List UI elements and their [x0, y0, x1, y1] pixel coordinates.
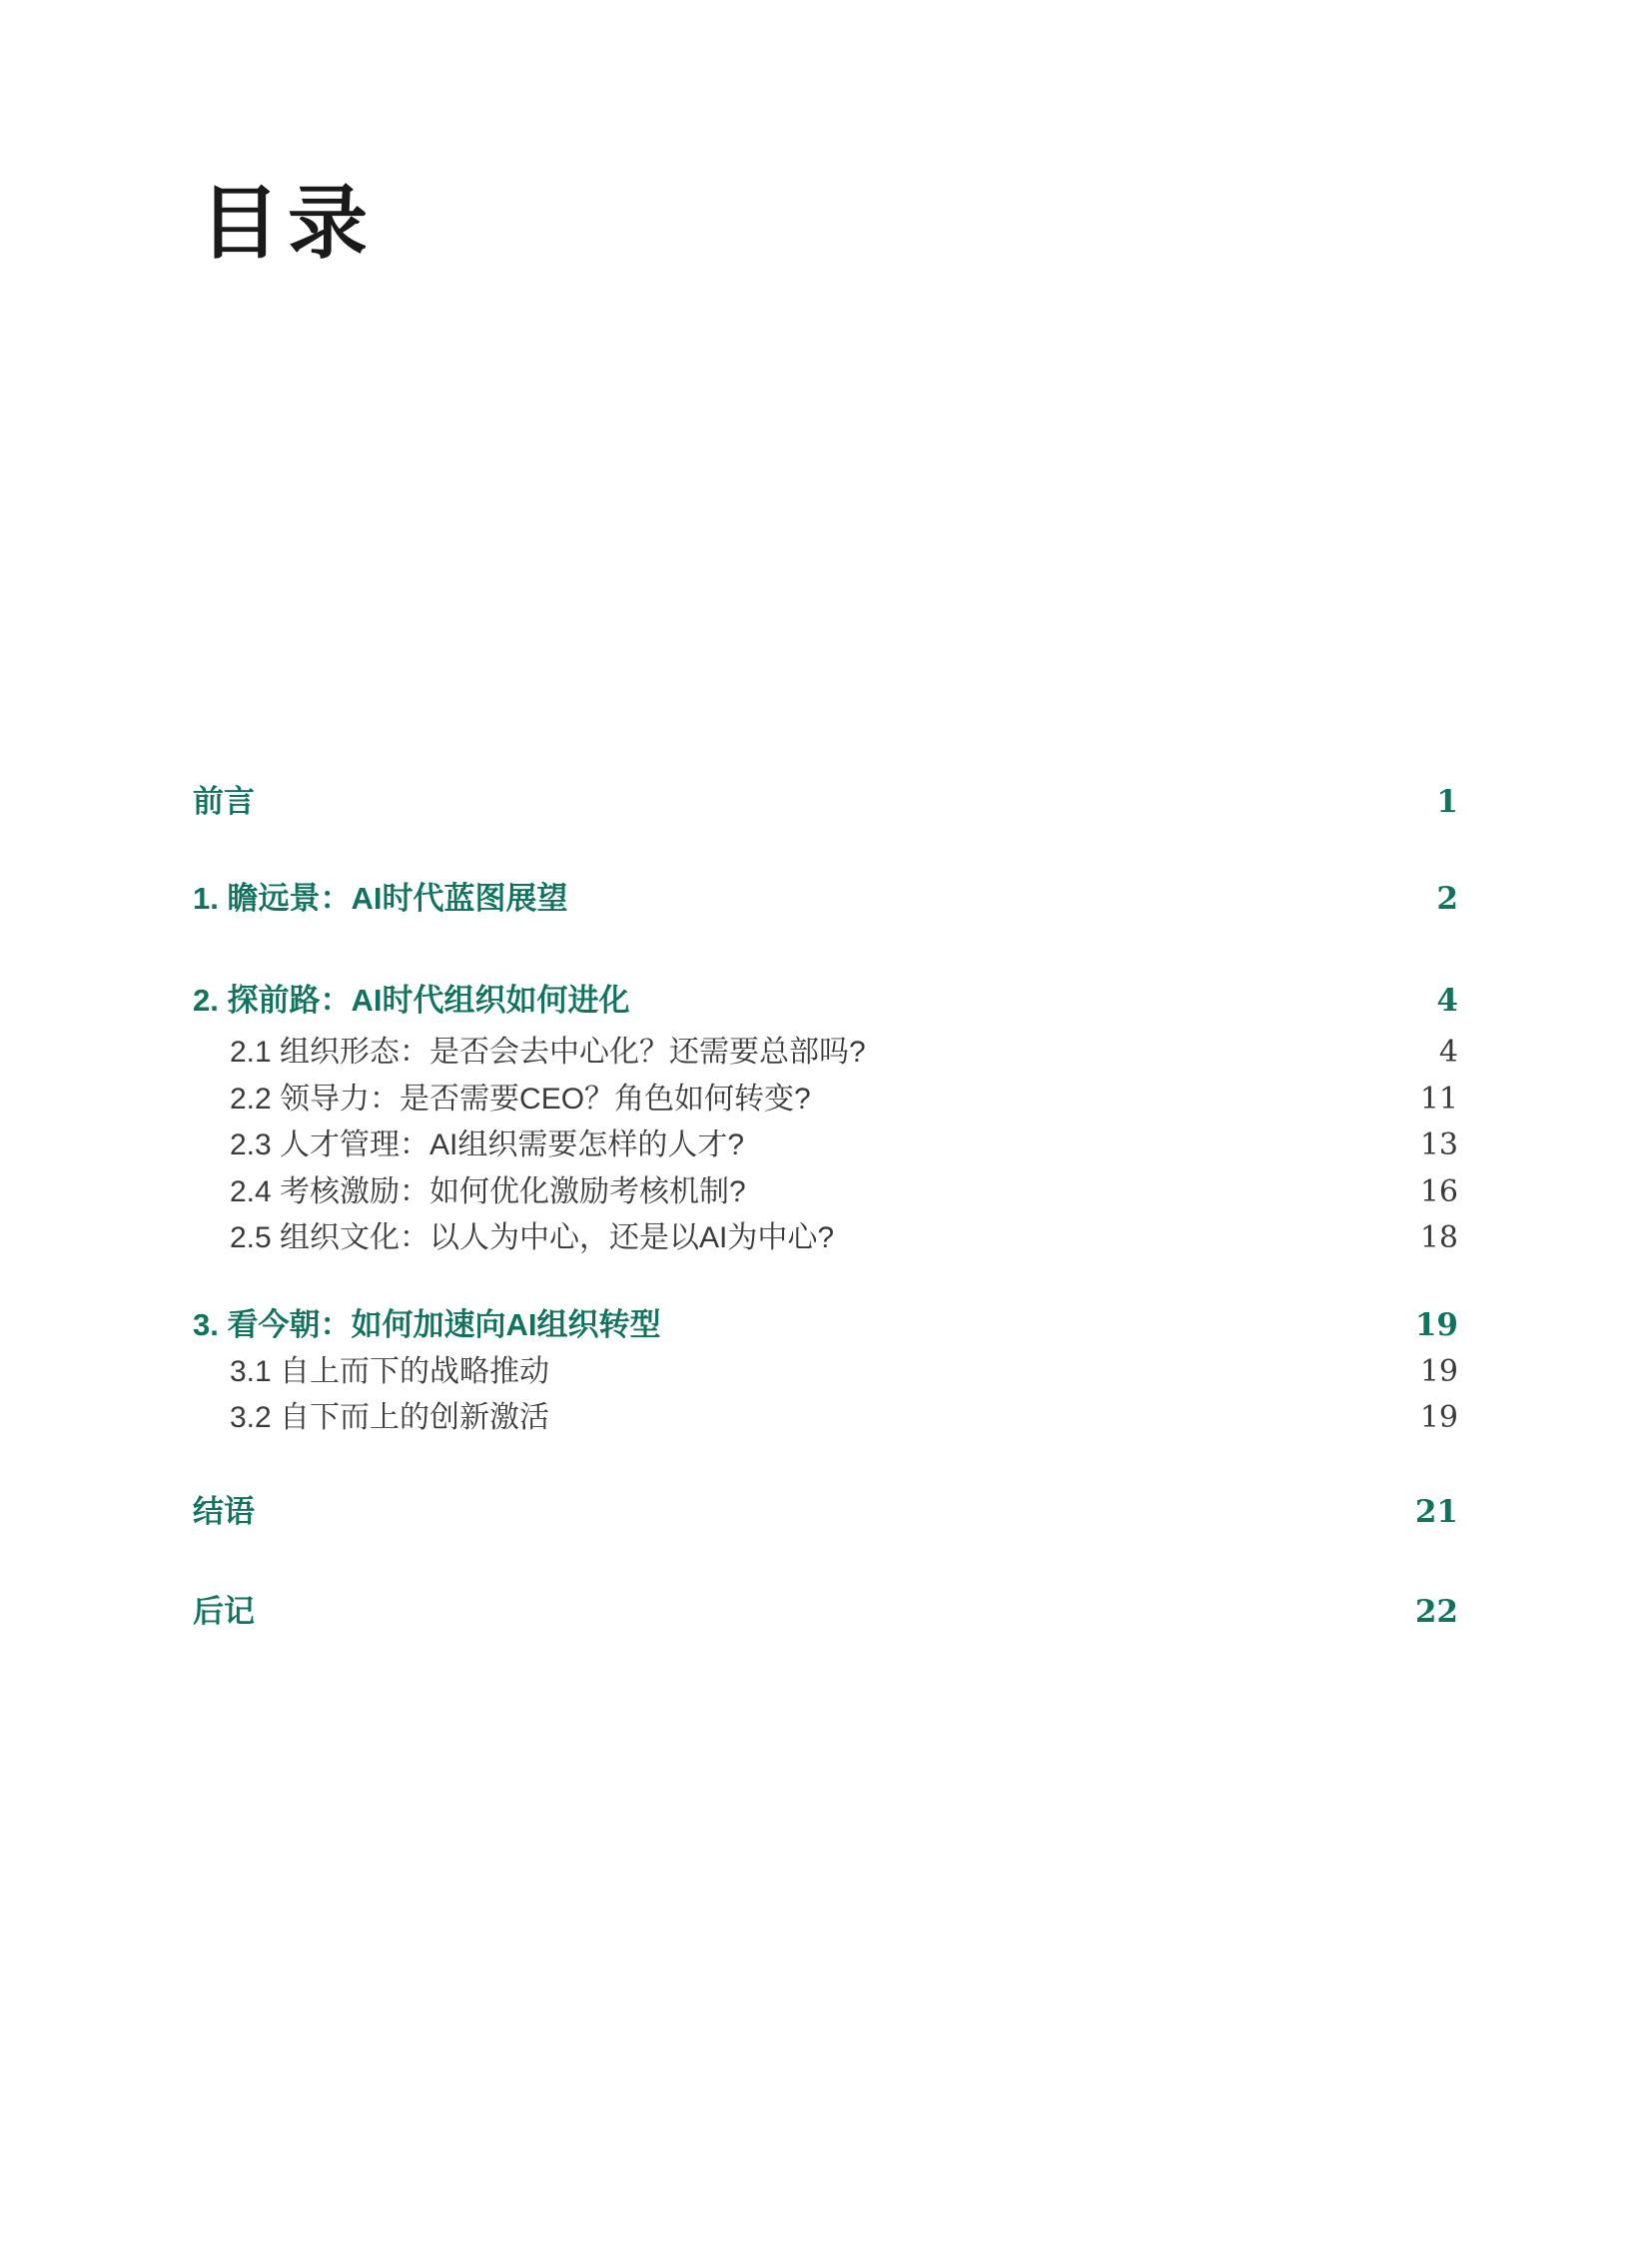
toc-entry[interactable] — [193, 785, 1458, 819]
toc-entry-page: 11 — [1419, 1082, 1458, 1117]
toc-entry[interactable] — [193, 984, 1458, 1018]
toc-entry[interactable] — [193, 882, 1458, 916]
toc-entry-label: 2.1 组织形态：是否会去中心化？还需要总部吗? — [230, 1036, 866, 1069]
toc-entry[interactable] — [193, 1595, 1458, 1629]
toc-entry-label: 2.3 人才管理：AI组织需要怎样的人才? — [230, 1128, 745, 1161]
toc-entry[interactable] — [193, 1083, 1458, 1117]
toc-entry[interactable] — [193, 1355, 1458, 1389]
toc-entry-label: 3.1 自上而下的战略推动 — [230, 1355, 550, 1388]
toc-entry-page: 16 — [1419, 1174, 1458, 1209]
toc-entry-page: 18 — [1419, 1220, 1458, 1255]
toc-entry[interactable] — [193, 1308, 1458, 1342]
toc-entry-page: 22 — [1414, 1594, 1458, 1630]
toc-entry-page: 1 — [1436, 784, 1458, 820]
toc-entry[interactable] — [193, 1401, 1458, 1435]
toc-entry-page: 13 — [1419, 1127, 1458, 1162]
toc-entry-label: 2.2 领导力：是否需要CEO？角色如何转变? — [230, 1083, 811, 1116]
toc-entry-label: 2.5 组织文化：以人为中心，还是以AI为中心? — [230, 1221, 835, 1254]
toc-entry-label: 2. 探前路：AI时代组织如何进化 — [193, 983, 630, 1018]
toc-entry-label: 后记 — [193, 1594, 255, 1629]
toc-entry-page: 19 — [1419, 1354, 1458, 1389]
toc-entry-page: 19 — [1419, 1400, 1458, 1435]
toc-entry-label: 1. 瞻远景：AI时代蓝图展望 — [193, 881, 568, 916]
toc-entry-label: 前言 — [193, 784, 255, 819]
toc-entry-label: 3. 看今朝：如何加速向AI组织转型 — [193, 1307, 661, 1342]
toc-entry-page: 21 — [1414, 1494, 1458, 1530]
table-of-contents — [193, 785, 1458, 1629]
toc-entry[interactable] — [193, 1221, 1458, 1255]
toc-entry-label: 2.4 考核激励：如何优化激励考核机制? — [230, 1175, 746, 1208]
toc-entry[interactable] — [193, 1495, 1458, 1529]
toc-entry-label: 结语 — [193, 1494, 255, 1529]
toc-entry-page: 2 — [1436, 881, 1458, 917]
toc-entry-page: 4 — [1438, 1035, 1458, 1070]
toc-entry-page: 19 — [1414, 1307, 1458, 1343]
toc-entry-page: 4 — [1436, 983, 1458, 1019]
toc-entry[interactable] — [193, 1175, 1458, 1209]
toc-entry[interactable] — [193, 1036, 1458, 1070]
page-title: 目录 — [200, 176, 376, 270]
toc-entry-label: 3.2 自下而上的创新激活 — [230, 1401, 550, 1434]
toc-entry[interactable] — [193, 1128, 1458, 1162]
